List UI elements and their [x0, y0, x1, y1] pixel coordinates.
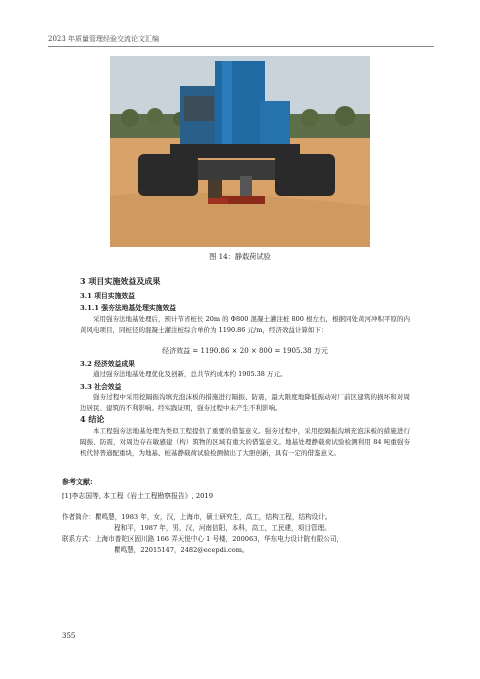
section-3-3-title: 3.3 社会效益 [80, 383, 122, 391]
section-3-1-1-title: 3.1.1 强夯法地基处理实施效益 [80, 304, 177, 312]
section-3-1-title: 3.1 项目实施效益 [80, 292, 135, 300]
section-3-1-1-paragraph: 采用强夯法地基处理后，预计节省桩长 20m 的 Φ800 混凝土灌注桩 800 根左右，根据同处黄河冲积平原的内黄风电项目，同桩径的混凝土灌注桩综合单价为 1190.86 元/m，经济效益计算如下： [80, 315, 410, 334]
page-number: 355 [62, 632, 76, 640]
author-2: 程和平，1987 年，男，汉，河南信阳，本科，高工，工民建，项目管理。 [114, 524, 331, 532]
reference-1: [1]李志国等, 本工程《岩土工程勘察报告》, 2019 [62, 492, 214, 500]
photo-illustration [110, 56, 370, 247]
static-load-test-photo [110, 56, 370, 247]
figure-caption: 图 14：静载荷试验 [209, 252, 271, 261]
section-4-title: 4 结论 [80, 414, 105, 424]
section-3-3-paragraph: 强夯过程中采用挖隔振沟填充泡沫板的措施进行隔振、防震，最大限度地降低振动对厂前区建筑的损坏和对周边居民、建筑的不利影响。经实践证明，强夯过程中未产生不利影响。 [80, 393, 410, 412]
contact-person: 瞿鸣慧，22015147，2482@ecepdi.com。 [114, 546, 249, 554]
contact-label: 联系方式： [62, 535, 95, 543]
author-block [62, 512, 343, 556]
section-4-paragraph: 本工程强夯法地基处理为类似工程提供了重要的借鉴意义。强夯过程中，采用挖隔振沟填充泡沫板的措施进行隔振、防震，对周边存在敏感建（构）筑物的区域有重大的借鉴意义。地基处理静载荷试验检测利用 84 吨重强夯机代替普通配重块，为地基、桩基静载荷试验检测做出了大胆创新，具有一定的借鉴意义。 [80, 427, 410, 457]
header-rule [48, 46, 434, 47]
section-3-2-paragraph: 通过强夯法地基处理优化及创新，总共节约成本约 1905.38 万元。 [93, 370, 287, 378]
section-3-title: 3 项目实施效益及成果 [80, 276, 161, 286]
section-3-2-title: 3.2 经济效益成果 [80, 360, 135, 368]
references-title: 参考文献: [62, 477, 93, 486]
running-header: 2023 年质量管理经验交流论文汇编 [48, 35, 160, 43]
contact-address: 上海市普陀区固川路 166 弄天悦中心 1 号楼，200063，华东电力设计院有限公司， [94, 535, 344, 543]
author-1: 瞿鸣慧，1983 年，女，汉，上海市，硕士研究生，高工，结构工程，结构设计。 [94, 513, 332, 521]
economic-benefit-formula: 经济效益 = 1190.86 × 20 × 800 = 1905.38 万元 [162, 347, 328, 355]
author-label: 作者简介： [62, 513, 95, 521]
